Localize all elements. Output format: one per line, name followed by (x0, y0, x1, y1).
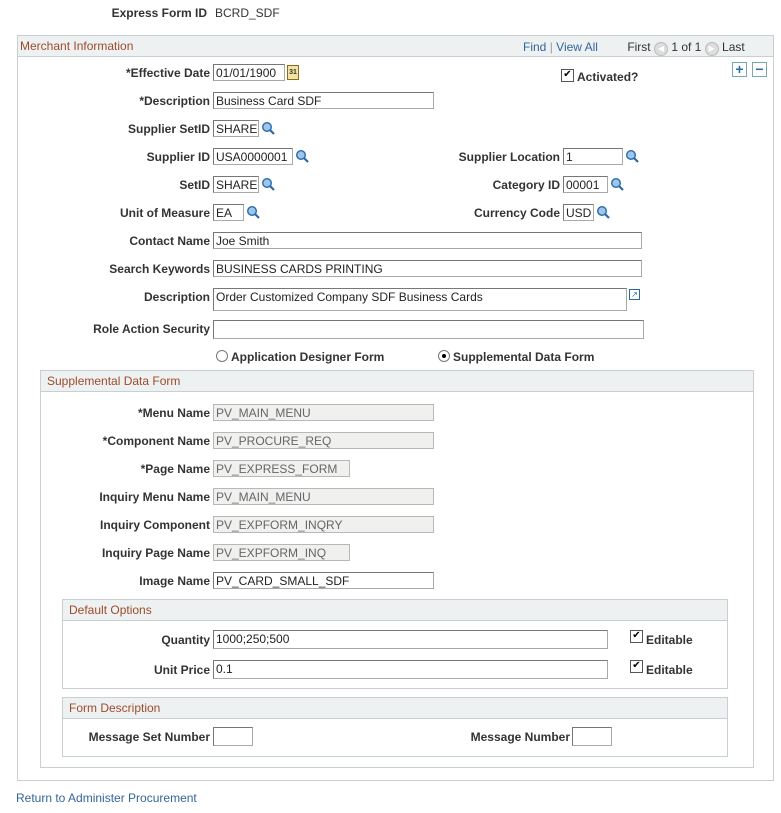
supplemental-data-form-radio[interactable] (438, 350, 450, 362)
add-row-button[interactable]: + (732, 62, 747, 77)
message-number-input[interactable] (572, 727, 612, 746)
description-input[interactable]: Business Card SDF (213, 92, 434, 109)
unit-of-measure-label: Unit of Measure (119, 206, 210, 220)
component-name-label: *Component Name (102, 434, 210, 448)
return-to-administer-procurement-link[interactable]: Return to Administer Procurement (16, 791, 197, 805)
application-designer-form-radio[interactable] (216, 350, 228, 362)
inquiry-menu-name-input[interactable]: PV_MAIN_MENU (213, 488, 434, 505)
setid-lookup-icon[interactable] (261, 177, 275, 191)
supplemental-data-form-label: Supplemental Data Form (453, 350, 595, 364)
description-label: *Description (139, 94, 210, 108)
find-link[interactable]: Find (523, 40, 547, 54)
image-name-label: Image Name (139, 574, 210, 588)
role-action-security-label: Role Action Security (93, 322, 210, 336)
application-designer-form-label: Application Designer Form (231, 350, 385, 364)
unit-of-measure-lookup-icon[interactable] (246, 205, 260, 219)
section-title: Merchant Information (20, 39, 134, 53)
first-label[interactable]: First (627, 40, 651, 54)
image-name-input[interactable]: PV_CARD_SMALL_SDF (213, 572, 434, 589)
supplier-id-label: Supplier ID (146, 150, 210, 164)
supplier-setid-lookup-icon[interactable] (261, 121, 275, 135)
activated-checkbox[interactable]: ✔ (561, 69, 574, 82)
supplier-id-input[interactable]: USA0000001 (213, 148, 293, 165)
form-description-header: Form Description (63, 698, 727, 719)
unit-price-input[interactable]: 0.1 (213, 660, 608, 679)
inquiry-menu-name-label: Inquiry Menu Name (99, 490, 210, 504)
effective-date-label: *Effective Date (125, 66, 210, 80)
effective-date-input[interactable]: 01/01/1900 (213, 64, 285, 81)
activated-label: Activated? (577, 70, 639, 84)
page-range: 1 of 1 (671, 40, 702, 54)
default-options-header: Default Options (63, 600, 727, 621)
menu-name-input[interactable]: PV_MAIN_MENU (213, 404, 434, 421)
currency-code-lookup-icon[interactable] (596, 205, 610, 219)
inquiry-component-input[interactable]: PV_EXPFORM_INQRY (213, 516, 434, 533)
message-set-number-label: Message Set Number (88, 730, 210, 744)
calendar-icon[interactable]: 31 (287, 65, 299, 80)
long-description-textarea[interactable]: Order Customized Company SDF Business Cards (213, 288, 627, 311)
supplier-id-lookup-icon[interactable] (295, 149, 309, 163)
supplier-location-label: Supplier Location (458, 150, 560, 164)
long-description-label: Description (143, 290, 210, 304)
supplier-location-input[interactable]: 1 (563, 148, 623, 165)
last-label[interactable]: Last (722, 40, 745, 54)
message-number-label: Message Number (470, 730, 570, 744)
unit-price-label: Unit Price (153, 663, 210, 677)
unit-price-editable-checkbox[interactable]: ✔ (630, 660, 643, 673)
unit-price-editable-label: Editable (646, 663, 693, 677)
currency-code-label: Currency Code (473, 206, 560, 220)
quantity-editable-checkbox[interactable]: ✔ (630, 630, 643, 643)
contact-name-input[interactable]: Joe Smith (213, 232, 642, 249)
menu-name-label: *Menu Name (137, 406, 210, 420)
category-id-label: Category ID (492, 178, 560, 192)
inquiry-page-name-label: Inquiry Page Name (101, 546, 210, 560)
search-keywords-label: Search Keywords (109, 262, 210, 276)
message-set-number-input[interactable] (213, 727, 253, 746)
search-keywords-input[interactable]: BUSINESS CARDS PRINTING (213, 260, 642, 277)
page-name-label: *Page Name (140, 462, 210, 476)
unit-of-measure-input[interactable]: EA (213, 204, 244, 221)
setid-input[interactable]: SHARE (213, 176, 259, 193)
setid-label: SetID (179, 178, 210, 192)
delete-row-button[interactable]: − (752, 62, 767, 77)
page-name-input[interactable]: PV_EXPRESS_FORM (213, 460, 350, 477)
contact-name-label: Contact Name (129, 234, 210, 248)
quantity-editable-label: Editable (646, 633, 693, 647)
category-id-input[interactable]: 00001 (563, 176, 608, 193)
express-form-id-value: BCRD_SDF (215, 6, 280, 20)
view-all-link[interactable]: View All (556, 40, 598, 54)
category-id-lookup-icon[interactable] (610, 177, 624, 191)
supplier-setid-input[interactable]: SHARE (213, 120, 259, 137)
supplier-location-lookup-icon[interactable] (625, 149, 639, 163)
quantity-input[interactable]: 1000;250;500 (213, 630, 608, 649)
inquiry-page-name-input[interactable]: PV_EXPFORM_INQ (213, 544, 350, 561)
form-description-section (62, 697, 728, 757)
previous-icon[interactable]: ◀ (654, 42, 668, 56)
express-form-id-label: Express Form ID (111, 6, 207, 20)
expand-textarea-icon[interactable]: ↗ (629, 289, 640, 300)
grid-navigation: Find | View All First ◀ 1 of 1 ▶ Last (523, 40, 745, 54)
inquiry-component-label: Inquiry Component (100, 518, 210, 532)
supplier-setid-label: Supplier SetID (127, 122, 210, 136)
supplemental-data-form-header: Supplemental Data Form (41, 371, 753, 392)
role-action-security-input[interactable] (213, 320, 644, 339)
next-icon[interactable]: ▶ (705, 42, 719, 56)
component-name-input[interactable]: PV_PROCURE_REQ (213, 432, 434, 449)
currency-code-input[interactable]: USD (563, 204, 594, 221)
quantity-label: Quantity (161, 633, 210, 647)
